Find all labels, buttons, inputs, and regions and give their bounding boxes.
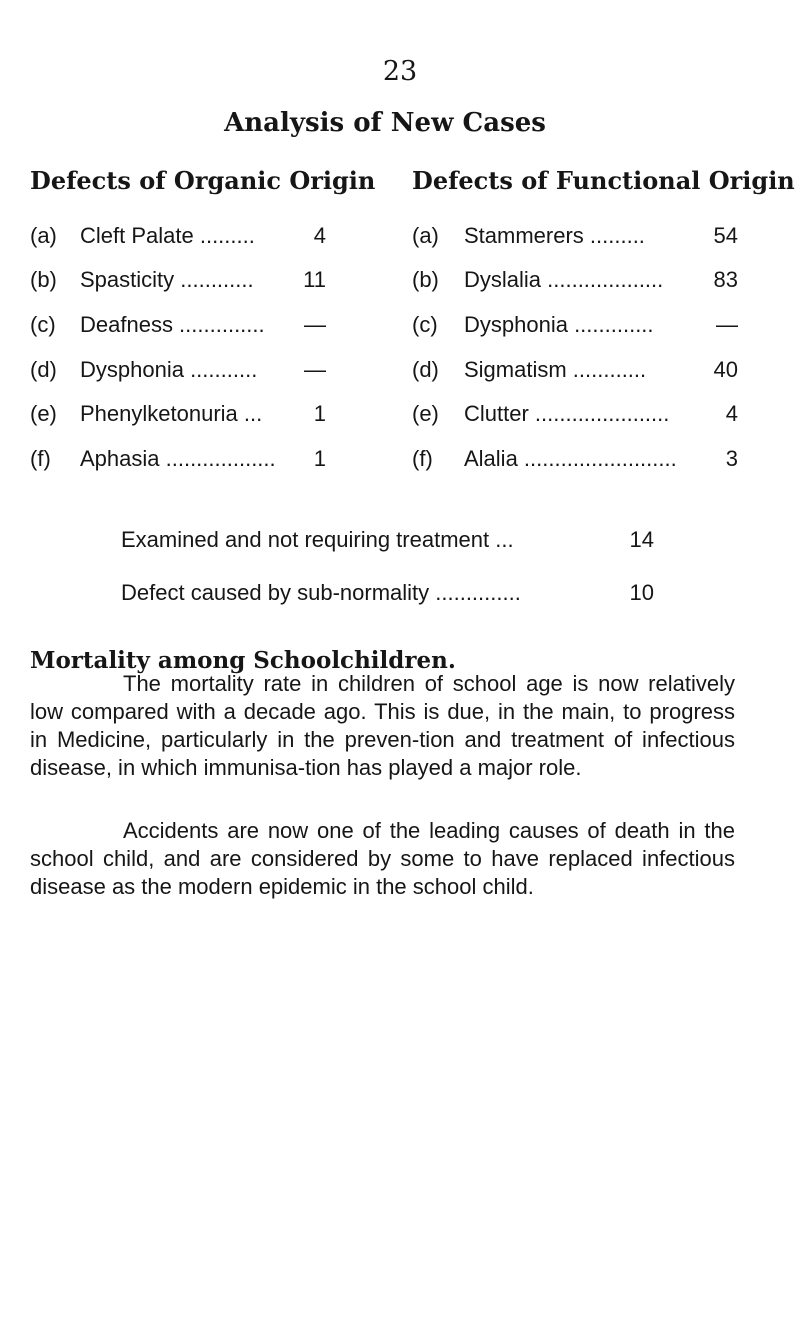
summary-row-sub-normality: [121, 578, 654, 608]
functional-row-d: [412, 355, 738, 385]
row-value: —: [304, 312, 326, 337]
row-name: Sigmatism ............: [464, 357, 647, 382]
row-letter: (b): [412, 267, 439, 292]
row-name: Alalia .........................: [464, 446, 677, 471]
row-value: 54: [713, 223, 738, 248]
row-value: 83: [713, 267, 738, 292]
row-letter: (e): [30, 401, 57, 426]
row-name: Clutter ......................: [464, 401, 670, 426]
row-value: 1: [313, 401, 326, 426]
organic-row-d: [30, 355, 326, 385]
mortality-paragraph-1: The mortality rate in children of school age is now relatively low compared with a decade ago. This is due, in the main, to progress in Medicine, particularly in the preven-tion and treatment of infectious disease, in which immunisa-tion has played a major role.: [30, 671, 735, 780]
row-letter: (d): [412, 357, 439, 382]
row-letter: (c): [30, 312, 56, 337]
row-value: 3: [725, 446, 738, 471]
row-name: Stammerers .........: [464, 223, 645, 248]
organic-row-f: [30, 444, 326, 474]
row-name: Cleft Palate .........: [80, 223, 255, 248]
row-letter: (c): [412, 312, 438, 337]
mortality-paragraph-2: Accidents are now one of the leading causes of death in the school child, and are considered by some to have replaced infectious disease as the modern epidemic in the school child.: [30, 818, 735, 899]
summary-value: 10: [629, 580, 654, 605]
summary-row-not-requiring-treatment: [121, 525, 654, 555]
row-value: 4: [313, 223, 326, 248]
organic-row-c: [30, 310, 326, 340]
row-name: Dyslalia ...................: [464, 267, 664, 292]
summary-label: Defect caused by sub-normality ..............: [121, 580, 521, 605]
row-letter: (f): [30, 446, 51, 471]
functional-heading: Defects of Functional Origin: [412, 166, 795, 195]
row-letter: (d): [30, 357, 57, 382]
row-value: 11: [303, 267, 326, 292]
row-letter: (f): [412, 446, 433, 471]
summary-label: Examined and not requiring treatment ...: [121, 527, 514, 552]
organic-row-e: [30, 399, 326, 429]
row-value: —: [716, 312, 738, 337]
functional-row-e: [412, 399, 738, 429]
row-letter: (a): [412, 223, 439, 248]
functional-row-a: [412, 221, 738, 251]
row-value: 40: [713, 357, 738, 382]
organic-row-a: [30, 221, 326, 251]
summary-value: 14: [629, 527, 654, 552]
row-letter: (b): [30, 267, 57, 292]
row-name: Aphasia ..................: [80, 446, 276, 471]
page-title: Analysis of New Cases: [224, 108, 546, 138]
row-letter: (e): [412, 401, 439, 426]
row-name: Deafness ..............: [80, 312, 265, 337]
row-name: Dysphonia ...........: [80, 357, 258, 382]
mortality-heading: Mortality among Schoolchildren.: [30, 647, 456, 674]
row-name: Dysphonia .............: [464, 312, 654, 337]
page-number: 23: [382, 56, 418, 87]
functional-row-b: [412, 265, 738, 295]
row-value: 1: [313, 446, 326, 471]
row-value: —: [304, 357, 326, 382]
row-letter: (a): [30, 223, 57, 248]
row-name: Spasticity ............: [80, 267, 254, 292]
organic-heading: Defects of Organic Origin: [30, 166, 376, 195]
row-value: 4: [725, 401, 738, 426]
organic-row-b: [30, 265, 326, 295]
row-name: Phenylketonuria ...: [80, 401, 263, 426]
functional-row-c: [412, 310, 738, 340]
functional-row-f: [412, 444, 738, 474]
